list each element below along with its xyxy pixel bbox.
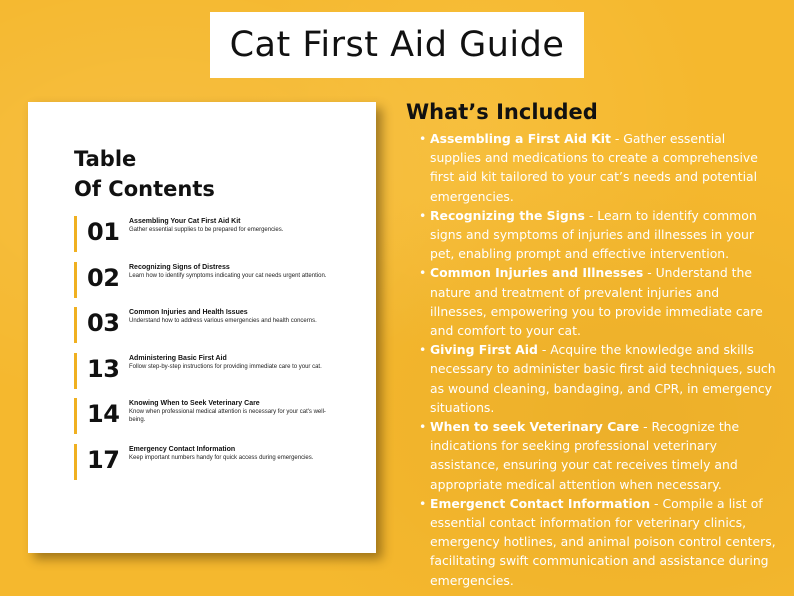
section-title: What’s Included [406, 100, 598, 124]
toc-number: 03 [87, 309, 120, 337]
item-text: - Learn to identify common signs and symptoms of injuries and illnesses in your pet, enabling prompt and effective intervention. [430, 207, 757, 262]
toc-accent-bar [74, 353, 77, 389]
toc-heading: Knowing When to Seek Veterinary Care [129, 400, 260, 407]
toc-item [74, 307, 374, 353]
list-item [406, 340, 776, 417]
item-label: When to seek Veterinary Care [430, 419, 640, 435]
toc-heading: Administering Basic First Aid [129, 354, 227, 362]
toc-heading: Emergency Contact Information [129, 445, 236, 453]
toc-heading: Recognizing Signs of Distress [129, 263, 230, 271]
item-label: Emergenct Contact Information [430, 495, 651, 511]
document-preview [28, 102, 376, 553]
toc-item [74, 216, 374, 262]
toc-accent-bar [74, 444, 77, 480]
toc-description: Gather essential supplies to be prepared for emergencies. [129, 227, 284, 233]
toc-accent-bar [74, 307, 77, 343]
list-item [406, 263, 776, 340]
toc-accent-bar [74, 398, 77, 434]
item-text: - Compile a list of essential contact information for veterinary clinics, emergency hotlines, and animal poison control centers, facilitating swift communication and assistance during emergencies. [430, 495, 776, 588]
toc-list [74, 216, 374, 489]
whats-included-section [406, 100, 776, 590]
toc-title [74, 144, 215, 204]
list-item [406, 494, 776, 590]
toc-item [74, 398, 374, 444]
toc-description: Keep important numbers handy for quick access during emergencies. [129, 454, 314, 461]
item-text: - Understand the nature and treatment of prevalent injuries and illnesses, empowering you to provide immediate care and comfort to your cat. [430, 265, 763, 339]
toc-title-line1: Table [74, 147, 137, 171]
toc-description: Understand how to address various emergencies and health concerns. [129, 318, 317, 324]
toc-number: 13 [87, 354, 120, 383]
toc-item [74, 353, 374, 399]
toc-number: 17 [87, 445, 120, 474]
toc-description: Know when professional medical attention is necessary for your cat's well-being. [129, 409, 326, 423]
title-banner [210, 12, 584, 78]
toc-item [74, 262, 374, 308]
item-label: Assembling a First Aid Kit [430, 131, 611, 146]
toc-title-line2: Of Contents [74, 177, 215, 201]
item-label: Giving First Aid [430, 342, 538, 358]
toc-heading: Common Injuries and Health Issues [129, 309, 248, 316]
toc-number: 01 [87, 218, 120, 246]
item-label: Common Injuries and Illnesses [430, 265, 644, 281]
item-text: - Acquire the knowledge and skills necessary to administer basic first aid techniques, such as wound cleaning, bandaging, and CPR, in emergency situations. [430, 342, 776, 415]
toc-number: 02 [87, 263, 120, 292]
toc-description: Follow step-by-step instructions for providing immediate care to your cat. [129, 363, 322, 370]
item-text: - Gather essential supplies and medications to create a comprehensive first aid kit tailored to your cat’s needs and potential emergencies. [430, 131, 758, 204]
page-title: Cat First Aid Guide [229, 25, 565, 65]
list-item [406, 417, 776, 494]
toc-description: Learn how to identify symptoms indicating your cat needs urgent attention. [129, 272, 327, 279]
toc-number: 14 [87, 400, 120, 428]
toc-item [74, 444, 374, 490]
toc-accent-bar [74, 216, 77, 252]
toc-accent-bar [74, 262, 77, 298]
item-text: - Recognize the indications for seeking professional veterinary assistance, ensuring your cat receives timely and appropriate medical attention when necessary. [430, 419, 740, 492]
list-item [406, 206, 776, 264]
list-item [406, 129, 776, 206]
included-list [406, 129, 776, 590]
item-label: Recognizing the Signs [430, 207, 585, 223]
toc-heading: Assembling Your Cat First Aid Kit [129, 218, 241, 225]
